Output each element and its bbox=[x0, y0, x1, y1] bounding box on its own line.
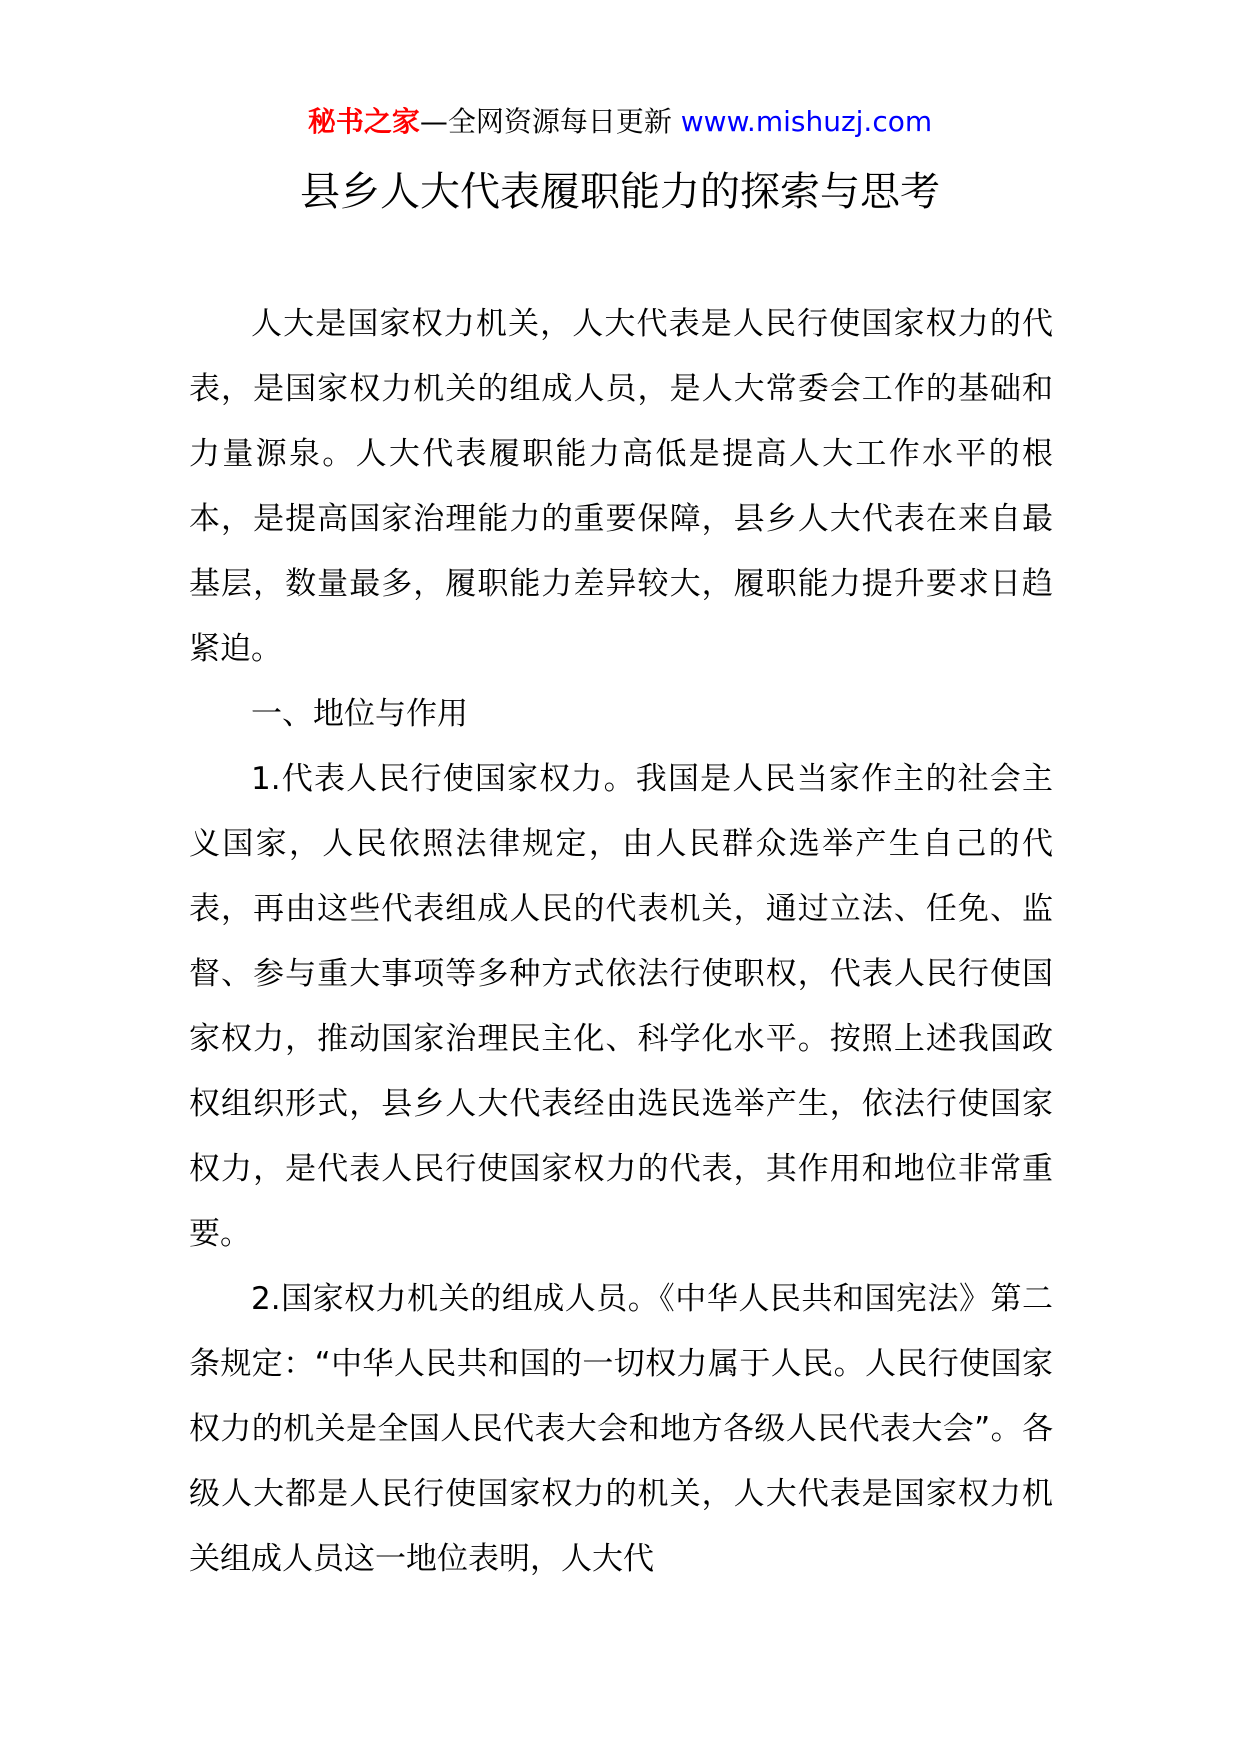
paragraph-point-2: 2.国家权力机关的组成人员。《中华人民共和国宪法》第二条规定：“中华人民共和国的一切权力属于人民。人民行使国家权力的机关是全国人民代表大会和地方各级人民代表大会”。各级人大都是人民行使国家权力的机关，人大代表是国家权力机关组成人员这一地位表明，人大代 bbox=[189, 1281, 1053, 1577]
paragraph-point-1: 1.代表人民行使国家权力。我国是人民当家作主的社会主义国家，人民依照法律规定，由人民群众选举产生自己的代表，再由这些代表组成人民的代表机关，通过立法、任免、监督、参与重大事项等多种方式依法行使职权，代表人民行使国家权力，推动国家治理民主化、科学化水平。按照上述我国政权组织形式，县乡人大代表经由选民选举产生，依法行使国家权力，是代表人民行使国家权力的代表，其作用和地位非常重要。 bbox=[189, 761, 1053, 1252]
site-tagline: —全网资源每日更新 bbox=[419, 105, 681, 138]
section-heading: 一、地位与作用 bbox=[251, 696, 468, 732]
paragraph-intro: 人大是国家权力机关，人大代表是人民行使国家权力的代表，是国家权力机关的组成人员，是人大常委会工作的基础和力量源泉。人大代表履职能力高低是提高人大工作水平的根本，是提高国家治理能力的重要保障，县乡人大代表在来自最基层，数量最多，履职能力差异较大，履职能力提升要求日趋紧迫。 bbox=[189, 306, 1053, 667]
site-brand: 秘书之家 bbox=[307, 105, 420, 138]
document-title: 县乡人大代表履职能力的探索与思考 bbox=[300, 169, 940, 215]
site-header bbox=[0, 102, 1240, 142]
site-url-link[interactable]: www.mishuzj.com bbox=[680, 105, 933, 138]
document-body bbox=[189, 292, 1053, 1592]
